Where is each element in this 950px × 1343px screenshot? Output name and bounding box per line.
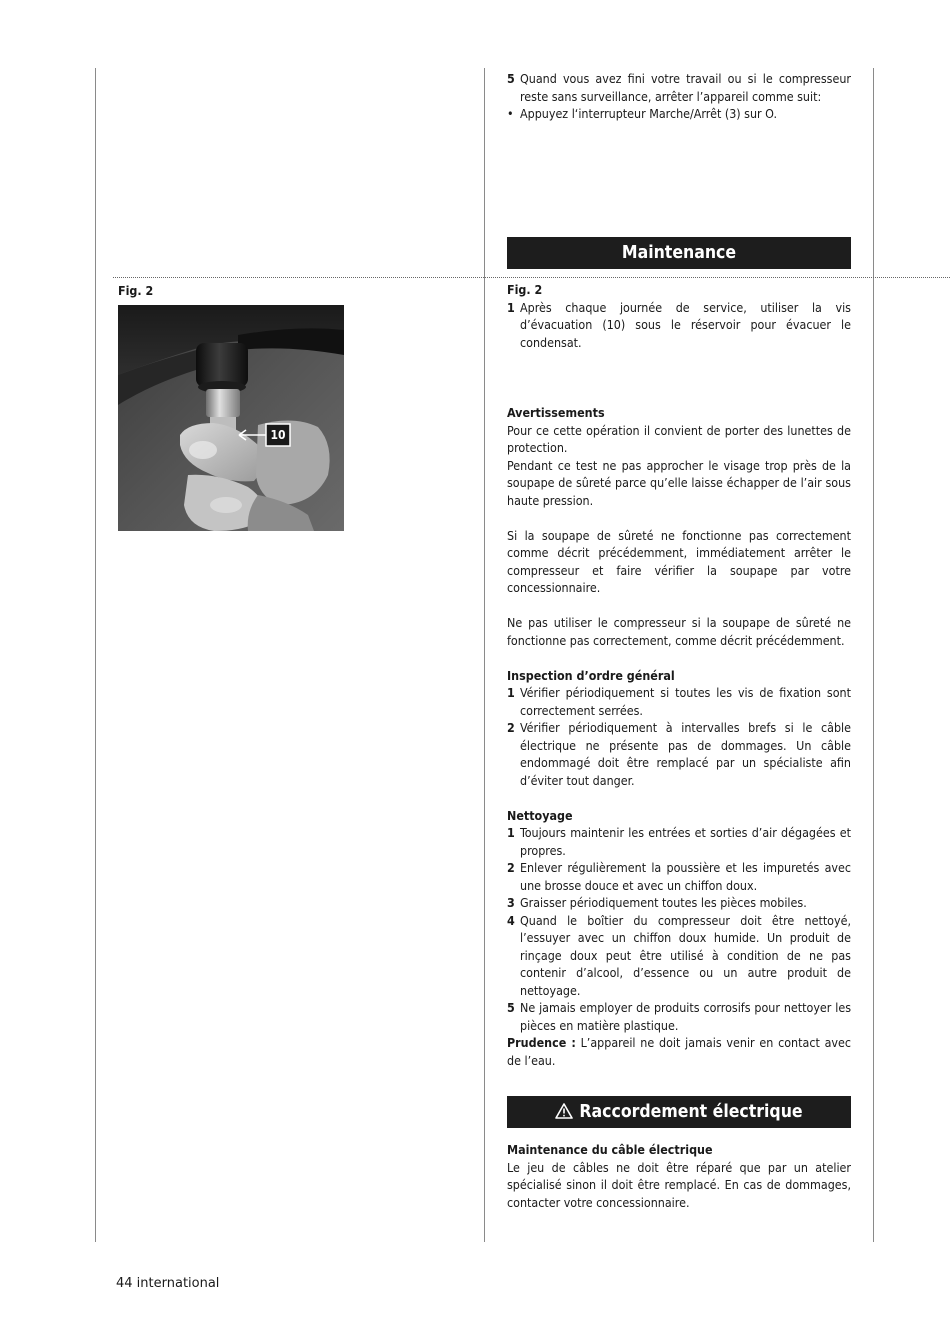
- item-text: Graisser périodiquement toutes les pièces mobiles.: [520, 895, 807, 910]
- page-footer: 44 international: [116, 1276, 220, 1291]
- item-number: 5: [507, 1000, 515, 1015]
- paragraph: Ne pas utiliser le compresseur si la soupape de sûreté ne fonctionne pas correctement, comme décrit précédemment.: [507, 615, 851, 648]
- warning-triangle-icon: [555, 1098, 573, 1130]
- item-text: Toujours maintenir les entrées et sorties d’air dégagées et propres.: [520, 825, 851, 858]
- paragraph: Pour ce cette opération il convient de porter des lunettes de protection.: [507, 422, 851, 455]
- item-number: 2: [507, 860, 515, 875]
- cable-maintenance-heading: Maintenance du câble électrique: [507, 1142, 713, 1157]
- item-text: Après chaque journée de service, utiliser la vis d’évacuation (10) sous le réservoir pour évacuer le condensat.: [520, 299, 851, 350]
- nettoyage-heading: Nettoyage: [507, 807, 573, 823]
- item-text: Quand le boîtier du compresseur doit être nettoyé, l’essuyer avec un chiffon doux humide. Un produit de rinçage doux peut être utilisé à condition de ne pas contenir d’alcool, d’essence ou un autre produit de nettoyage.: [520, 912, 851, 998]
- fig-reference: Fig. 2: [507, 282, 543, 297]
- item-text: Vérifier périodiquement à intervalles brefs si le câble électrique ne présente pas de dommages. Un câble endommagé doit être remplacé par un spécialiste afin d’éviter tout danger.: [520, 720, 851, 788]
- list-item: [507, 719, 851, 789]
- bullet-symbol: •: [507, 106, 514, 121]
- list-item: [507, 999, 851, 1034]
- column-rule-right: [873, 68, 874, 1242]
- callout-label: 10: [270, 428, 286, 442]
- item-number: 5: [507, 71, 515, 86]
- figure-label: Fig. 2: [118, 283, 154, 298]
- maintenance-heading: Maintenance: [621, 243, 737, 263]
- paragraph: Le jeu de câbles ne doit être réparé que par un atelier spécialisé sinon il doit être remplacé. En cas de dommages, contacter votre concessionnaire.: [507, 1159, 851, 1210]
- item-number: 4: [507, 912, 515, 928]
- figure-photo: [118, 305, 344, 531]
- list-item: [507, 859, 851, 894]
- avertissements-section: [507, 404, 851, 1069]
- paragraph: Pendant ce test ne pas approcher le visage trop près de la soupape de sûreté parce qu’elle laisse échapper de l’air sous haute pression.: [507, 457, 851, 508]
- list-item: [507, 824, 851, 859]
- maintenance-content: [507, 281, 851, 351]
- column-rule-middle: [484, 68, 485, 1242]
- prudence-note: [507, 1034, 851, 1069]
- item-number: 1: [507, 825, 515, 840]
- list-item: [507, 912, 851, 1000]
- avertissements-heading: Avertissements: [507, 405, 605, 420]
- maintenance-heading-bar: [507, 237, 851, 269]
- top-section: [507, 70, 851, 123]
- item-number: 1: [507, 685, 515, 700]
- bullet-text: Appuyez l‘interrupteur Marche/Arrêt (3) sur O.: [520, 106, 777, 121]
- list-item: [507, 894, 851, 912]
- list-item: [507, 70, 851, 105]
- inspection-heading: Inspection d’ordre général: [507, 667, 675, 683]
- dotted-separator: [113, 277, 950, 278]
- item-number: 1: [507, 299, 515, 315]
- prudence-label: Prudence :: [507, 1035, 576, 1050]
- item-text: Enlever régulièrement la poussière et les impuretés avec une brosse douce et avec un chiffon doux.: [520, 860, 851, 893]
- column-rule-left: [95, 68, 96, 1242]
- raccordement-content: [507, 1141, 851, 1211]
- item-text: Vérifier périodiquement si toutes les vis de fixation sont correctement serrées.: [520, 685, 851, 718]
- item-text: Quand vous avez fini votre travail ou si le compresseur reste sans surveillance, arrêter l’appareil comme suit:: [520, 71, 851, 104]
- prudence-text: L’appareil ne doit jamais venir en contact avec de l’eau.: [507, 1035, 851, 1068]
- paragraph: Si la soupape de sûreté ne fonctionne pas correctement comme décrit précédemment, immédiatement arrêter le compresseur et faire vérifier la soupape par votre concessionnaire.: [507, 527, 851, 595]
- item-text: Ne jamais employer de produits corrosifs pour nettoyer les pièces en matière plastique.: [520, 1000, 851, 1033]
- raccordement-heading-bar: [507, 1096, 851, 1128]
- drain-screw-photo: [118, 305, 344, 531]
- raccordement-heading: Raccordement électrique: [579, 1102, 803, 1122]
- list-item: [507, 299, 851, 352]
- list-item: [507, 684, 851, 719]
- bullet-item: [507, 105, 851, 123]
- item-number: 3: [507, 895, 515, 910]
- item-number: 2: [507, 720, 515, 735]
